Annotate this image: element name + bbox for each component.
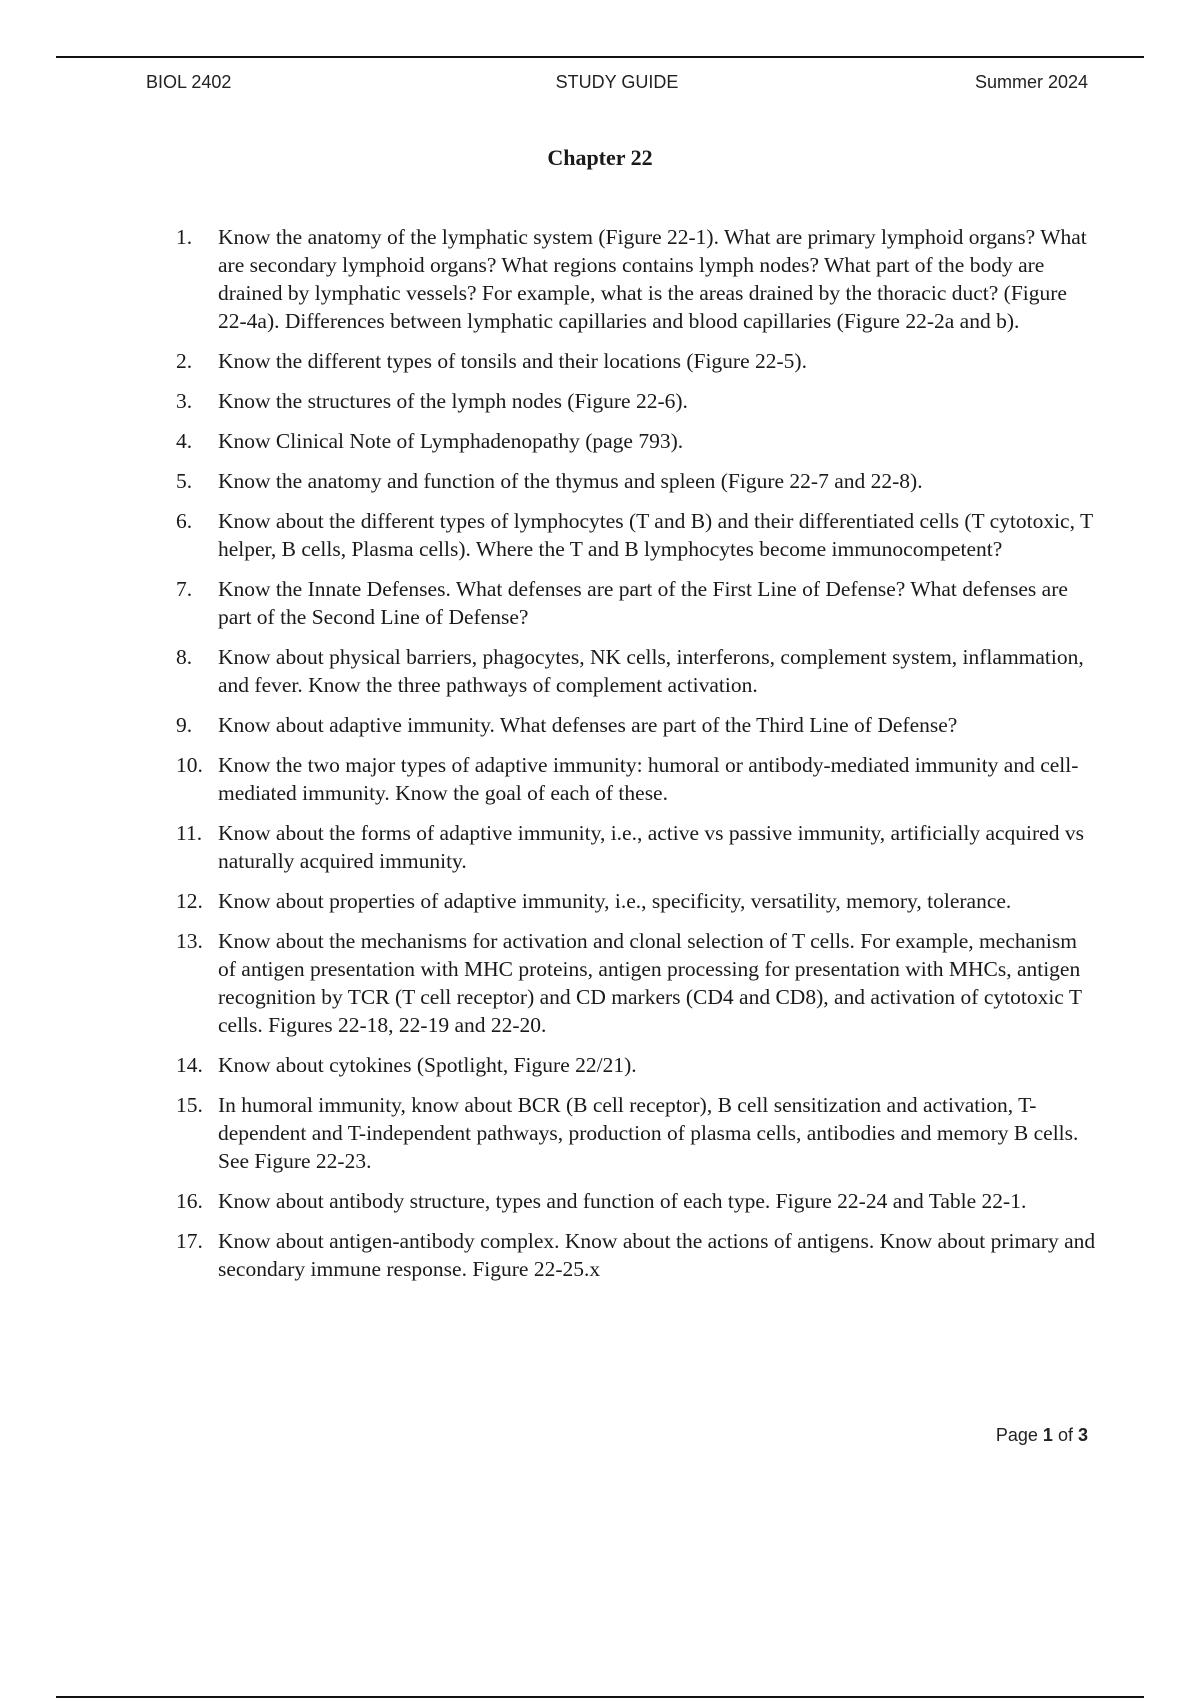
question-item <box>176 927 1096 1039</box>
course-code: BIOL 2402 <box>146 72 232 92</box>
total-pages: 3 <box>1077 1425 1088 1445</box>
page-header <box>146 72 1088 102</box>
question-number: 8. <box>176 645 193 669</box>
question-item <box>176 223 1096 335</box>
question-number: 3. <box>176 389 193 413</box>
question-item <box>176 819 1096 875</box>
question-item <box>176 1051 1096 1079</box>
question-number: 11. <box>176 821 203 845</box>
question-text: Know about properties of adaptive immunity, i.e., specificity, versatility, memory, tolerance. <box>218 889 1012 913</box>
question-text: In humoral immunity, know about BCR (B cell receptor), B cell sensitization and activation, T-dependent and T-independent pathways, production of plasma cells, antibodies and memory B cells. See Figure 22-23. <box>218 1093 1079 1173</box>
question-text: Know about antigen-antibody complex. Know about the actions of antigens. Know about primary and secondary immune response. Figure 22-25.x <box>218 1229 1096 1281</box>
question-number: 7. <box>176 577 193 601</box>
question-text: Know about adaptive immunity. What defenses are part of the Third Line of Defense? <box>218 713 958 737</box>
question-item <box>176 1187 1096 1215</box>
question-text: Know the anatomy and function of the thymus and spleen (Figure 22-7 and 22-8). <box>218 469 923 493</box>
question-number: 2. <box>176 349 193 373</box>
question-item <box>176 711 1096 739</box>
top-rule <box>56 56 1144 58</box>
question-number: 4. <box>176 429 193 453</box>
question-item <box>176 507 1096 563</box>
page-label: Page <box>995 1425 1038 1445</box>
question-number: 9. <box>176 713 193 737</box>
question-text: Know about antibody structure, types and function of each type. Figure 22-24 and Table 22-1. <box>218 1189 1027 1213</box>
question-text: Know about the mechanisms for activation and clonal selection of T cells. For example, mechanism of antigen presentation with MHC proteins, antigen processing for presentation with MHCs, antigen recognition by TCR (T cell receptor) and CD markers (CD4 and CD8), and activation of cytotoxic T cells. Figures 22-18, 22-19 and 22-20. <box>218 929 1082 1037</box>
question-item <box>176 887 1096 915</box>
question-text: Know the anatomy of the lymphatic system (Figure 22-1). What are primary lymphoid organs? What are secondary lymphoid organs? What regions contains lymph nodes? What part of the body are drained by lymphatic vessels? For example, what is the areas drained by the thoracic duct? (Figure 22-4a). Differences between lymphatic capillaries and blood capillaries (Figure 22-2a and b). <box>218 225 1087 333</box>
question-text: Know about physical barriers, phagocytes, NK cells, interferons, complement system, inflammation, and fever. Know the three pathways of complement activation. <box>218 645 1084 697</box>
document-type: STUDY GUIDE <box>555 72 679 92</box>
question-item <box>176 575 1096 631</box>
question-item <box>176 1227 1096 1283</box>
question-item <box>176 347 1096 375</box>
question-item <box>176 1091 1096 1175</box>
question-text: Know the Innate Defenses. What defenses are part of the First Line of Defense? What defenses are part of the Second Line of Defense? <box>218 577 1068 629</box>
question-text: Know the different types of tonsils and their locations (Figure 22-5). <box>218 349 807 373</box>
question-item <box>176 387 1096 415</box>
question-text: Know about the forms of adaptive immunity, i.e., active vs passive immunity, artificially acquired vs naturally acquired immunity. <box>218 821 1084 873</box>
question-number: 6. <box>176 509 193 533</box>
question-number: 17. <box>176 1229 203 1253</box>
question-text: Know Clinical Note of Lymphadenopathy (page 793). <box>218 429 684 453</box>
question-number: 10. <box>176 753 203 777</box>
question-text: Know about the different types of lymphocytes (T and B) and their differentiated cells (T cytotoxic, T helper, B cells, Plasma cells). Where the T and B lymphocytes become immunocompetent? <box>218 509 1093 561</box>
question-number: 15. <box>176 1093 203 1117</box>
question-number: 1. <box>176 225 193 249</box>
question-text: Know about cytokines (Spotlight, Figure 22/21). <box>218 1053 637 1077</box>
question-item <box>176 643 1096 699</box>
question-text: Know the structures of the lymph nodes (Figure 22-6). <box>218 389 688 413</box>
question-item <box>176 467 1096 495</box>
current-page: 1 <box>1042 1425 1053 1445</box>
question-number: 14. <box>176 1053 203 1077</box>
bottom-rule <box>56 1696 1144 1698</box>
question-text: Know the two major types of adaptive immunity: humoral or antibody-mediated immunity and cell-mediated immunity. Know the goal of each of these. <box>218 753 1079 805</box>
question-number: 13. <box>176 929 203 953</box>
question-list <box>176 223 1096 1295</box>
page-footer <box>996 1425 1088 1446</box>
chapter-title: Chapter 22 <box>547 145 653 170</box>
term-label: Summer 2024 <box>974 72 1088 92</box>
question-number: 16. <box>176 1189 203 1213</box>
question-item <box>176 751 1096 807</box>
question-item <box>176 427 1096 455</box>
of-label: of <box>1057 1425 1073 1445</box>
question-number: 5. <box>176 469 193 493</box>
question-number: 12. <box>176 889 203 913</box>
